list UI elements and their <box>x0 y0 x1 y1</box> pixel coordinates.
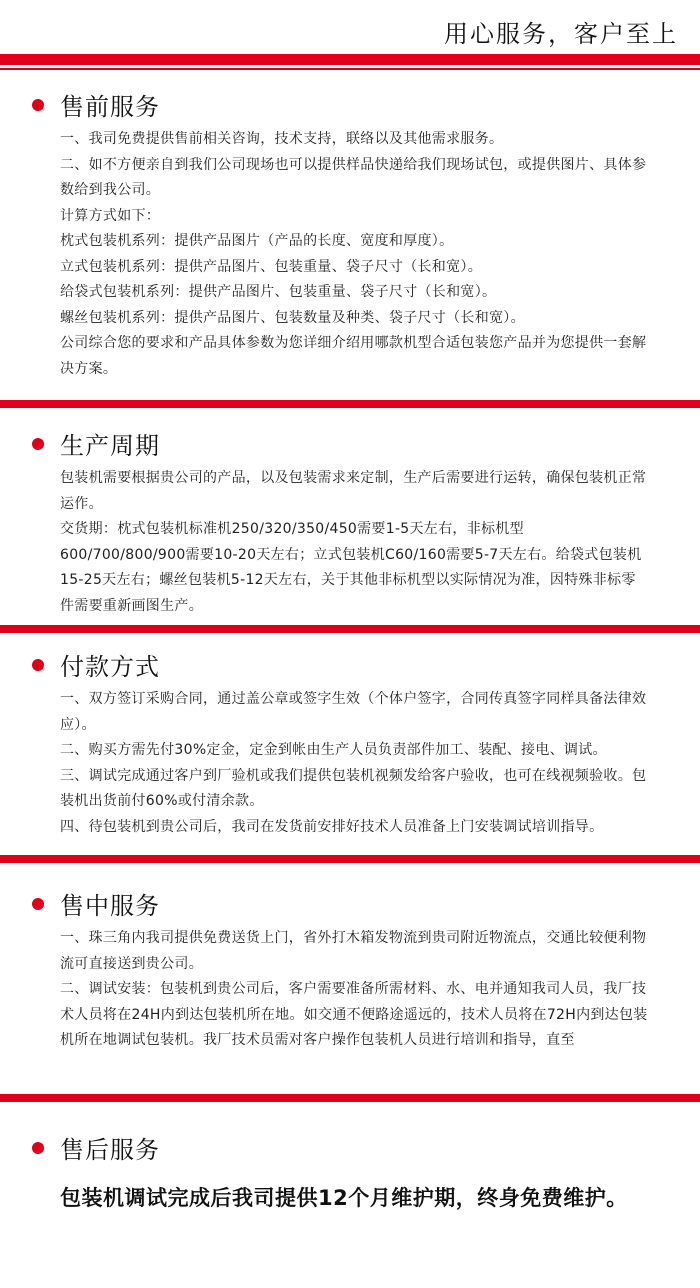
bullet-dot-icon <box>32 898 44 910</box>
bullet-dot-icon <box>32 1142 44 1154</box>
paragraph: 三、调试完成通过客户到厂验机或我们提供包装机视频发给客户验收，也可在线视频验收。包装机出货前付60%或付清余款。 <box>60 767 647 809</box>
paragraph: 包装机需要根据贵公司的产品，以及包装需求来定制，生产后需要进行运转，确保包装机正常运作。 <box>60 470 647 512</box>
section-body <box>0 466 700 619</box>
section-production-cycle <box>0 424 700 619</box>
section-title: 售后服务 <box>60 1136 160 1164</box>
bullet-dot-icon <box>32 99 44 111</box>
section-header <box>0 645 700 685</box>
page-header <box>0 0 700 54</box>
paragraph: 一、双方签订采购合同，通过盖公章或签字生效（个体户签字，合同传真签字同样具备法律效应）。 <box>60 691 647 733</box>
paragraph: 一、珠三角内我司提供免费送货上门，省外打木箱发物流到贵司附近物流点，交通比较便利物流可直接送到贵公司。 <box>60 930 647 972</box>
section-in-sale <box>0 884 700 1054</box>
section-body <box>0 926 700 1054</box>
paragraph: 二、如不方便亲自到我们公司现场也可以提供样品快递给我们现场试包，或提供图片、具体参数给到我公司。 <box>60 156 647 198</box>
paragraph: 螺丝包装机系列：提供产品图片、包装数量及种类、袋子尺寸（长和宽）。 <box>60 309 525 326</box>
divider-bar <box>0 400 700 408</box>
paragraph: 一、我司免费提供售前相关咨询，技术支持，联络以及其他需求服务。 <box>60 131 504 147</box>
bullet-dot-icon <box>32 438 44 450</box>
section-body <box>0 687 700 840</box>
paragraph: 四、待包装机到贵公司后，我司在发货前安排好技术人员准备上门安装调试培训指导。 <box>60 818 604 835</box>
paragraph: 枕式包装机系列：提供产品图片（产品的长度、宽度和厚度）。 <box>60 233 454 249</box>
header-title: 用心服务，客户至上 <box>444 20 678 48</box>
section-title: 生产周期 <box>60 432 160 460</box>
section-header <box>0 884 700 924</box>
warranty-statement: 包装机调试完成后我司提供12个月维护期，终身免费维护。 <box>60 1186 628 1210</box>
divider-bar <box>0 855 700 863</box>
section-body <box>0 127 700 382</box>
section-payment <box>0 645 700 840</box>
bullet-dot-icon <box>32 659 44 671</box>
section-title: 付款方式 <box>60 653 160 681</box>
section-title: 售中服务 <box>60 892 160 920</box>
section-header <box>0 85 700 125</box>
divider-bar <box>0 625 700 633</box>
paragraph: 立式包装机系列：提供产品图片、包装重量、袋子尺寸（长和宽）。 <box>60 258 482 275</box>
paragraph: 计算方式如下： <box>60 207 161 224</box>
paragraph: 二、调试安装：包装机到贵公司后，客户需要准备所需材料、水、电并通知我司人员，我厂技术人员将在24H内到达包装机所在地。如交通不便路途遥远的，技术人员将在72H内到达包装机所在地调试包装机。我厂技术员需对客户操作包装机人员进行培训和指导，直至 <box>60 981 648 1048</box>
section-title: 售前服务 <box>60 93 160 121</box>
section-header <box>0 1128 700 1168</box>
section-presale <box>0 85 700 382</box>
paragraph: 交货期：枕式包装机标准机250/320/350/450需要1-5天左右，非标机型600/700/800/900需要10-20天左右；立式包装机C60/160需要5-7天左右。给袋式包装机15-25天左右；螺丝包装机5-12天左右，关于其他非标机型以实际情况为准，因特殊非标零件需要重新画图生产。 <box>60 521 642 614</box>
paragraph: 给袋式包装机系列：提供产品图片、包装重量、袋子尺寸（长和宽）。 <box>60 284 497 300</box>
paragraph: 公司综合您的要求和产品具体参数为您详细介绍用哪款机型合适包装您产品并为您提供一套解决方案。 <box>60 335 647 377</box>
divider-bar <box>0 1094 700 1102</box>
section-header <box>0 424 700 464</box>
paragraph: 二、购买方需先付30%定金，定金到帐由生产人员负责部件加工、装配、接电、调试。 <box>60 742 607 758</box>
section-after-sale <box>0 1128 700 1212</box>
divider-bar <box>0 54 700 65</box>
divider-thin <box>0 68 700 70</box>
